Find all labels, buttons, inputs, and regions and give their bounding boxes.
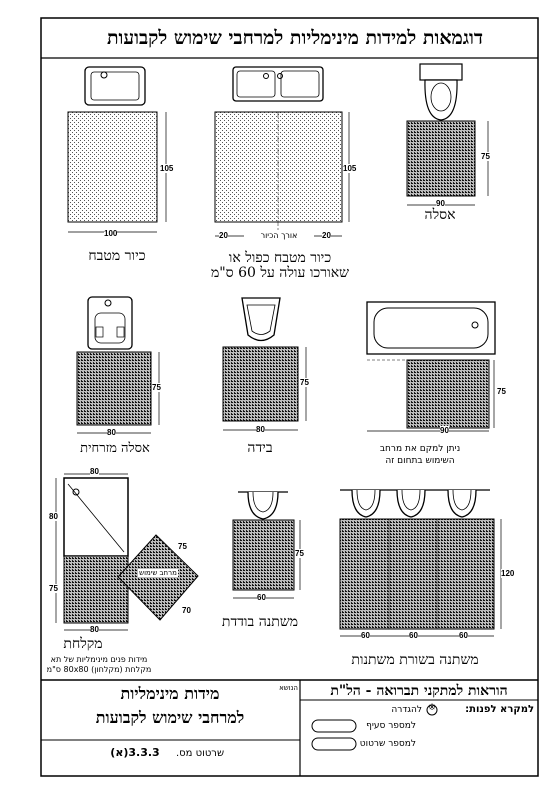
bidet-label: בידה [247, 440, 273, 456]
kitchen-sink-label: כיור מטבח [88, 248, 146, 264]
shower-note-line2: מקלחת (מקלחון) 80x80 ס"מ [46, 665, 152, 674]
legend-symbol: ※ [428, 703, 436, 713]
shower-usage-zone [64, 556, 128, 623]
urinal-row-usage-zone [340, 519, 494, 629]
double-sink-center-label: אורך הכיור [244, 231, 314, 240]
urinal-row-spacing-3: 60 [459, 631, 468, 640]
shower-fixture [56, 474, 198, 630]
double-sink-left-side: 20 [219, 231, 228, 240]
shower-note-line1: מידות פנים מינימליות של תא [50, 655, 148, 664]
toilet-fixture [407, 64, 488, 205]
legend-drawing: למספר שרטוט [359, 739, 416, 749]
subject-line1: מידות מינימליות [120, 684, 220, 703]
legend-clause: למספר סעיף [366, 721, 416, 731]
bidet-width: 80 [256, 425, 265, 434]
urinal-row-fixture [340, 490, 501, 636]
shower-diagonal-a: 75 [178, 542, 187, 551]
shower-tray-width: 80 [90, 467, 99, 476]
legend-label: למקרא לפנות: [465, 704, 534, 715]
shower-zone-label: מרחב שימוש [139, 569, 177, 577]
urinal-row-label: משתנה בשורת משתנות [351, 652, 479, 668]
bidet-fixture [223, 298, 306, 430]
shower-tray-depth: 80 [49, 512, 58, 521]
bidet-usage-zone [223, 347, 298, 421]
shower-diagonal-b: 70 [182, 606, 191, 615]
shower-zone-depth: 75 [49, 584, 58, 593]
single-urinal-width: 60 [257, 593, 266, 602]
shower-zone-width: 80 [90, 625, 99, 634]
double-sink-fixture [215, 67, 349, 236]
shower-label: מקלחת [63, 636, 103, 652]
bathtub-usage-zone [407, 360, 489, 428]
subject-line2: למרחבי שימוש לקבועות [95, 708, 245, 727]
subject-label: הנושא [279, 684, 298, 692]
kitchen-sink-depth: 105 [160, 164, 174, 173]
single-urinal-label: משתנה בודדת [221, 614, 299, 630]
toilet-label: אסלה [424, 207, 456, 223]
single-urinal-depth: 75 [295, 549, 304, 558]
kitchen-sink-width: 100 [104, 229, 118, 238]
toilet-width: 90 [436, 199, 445, 208]
toilet-usage-zone [407, 121, 475, 196]
eastern-toilet-width: 80 [107, 428, 116, 437]
double-sink-label-line1: כיור מטבח כפול או [228, 250, 332, 266]
urinal-row-depth: 120 [501, 569, 515, 578]
drawing-number: 3.3.3(א) [110, 746, 160, 759]
eastern-toilet-fixture [77, 297, 159, 433]
toilet-depth: 75 [481, 152, 490, 161]
double-sink-usage-zone [215, 112, 342, 222]
kitchen-sink-fixture [68, 67, 166, 232]
legend-definition: להגדרה [391, 705, 422, 715]
bathtub-depth: 75 [497, 387, 506, 396]
urinal-row-spacing-1: 60 [361, 631, 370, 640]
single-urinal-fixture [233, 492, 300, 598]
document-title: הוראות למתקני תברואה - הל"ת [330, 683, 508, 699]
single-urinal-usage-zone [233, 520, 294, 590]
eastern-toilet-depth: 75 [152, 383, 161, 392]
bathtub-note-line1: ניתן למקם את מרחב [379, 444, 461, 454]
bathtub-width: 90 [440, 426, 449, 435]
drawing-number-label: שרטוט מס. [175, 748, 225, 759]
sheet-title: דוגמאות למידות מינימליות למרחבי שימוש לקבועות [106, 27, 484, 49]
urinal-row-spacing-2: 60 [409, 631, 418, 640]
double-sink-right-side: 20 [322, 231, 331, 240]
kitchen-sink-usage-zone [68, 112, 157, 222]
bathtub-fixture [367, 302, 495, 431]
double-sink-depth: 105 [343, 164, 357, 173]
eastern-toilet-label: אסלה מזרחית [80, 441, 150, 456]
bathtub-note-line2: השימוש בתחום זה [385, 456, 455, 466]
bidet-depth: 75 [300, 378, 309, 387]
double-sink-label-line2: שאורכו עולה על 60 ס"מ [210, 265, 350, 281]
eastern-toilet-usage-zone [77, 352, 151, 425]
